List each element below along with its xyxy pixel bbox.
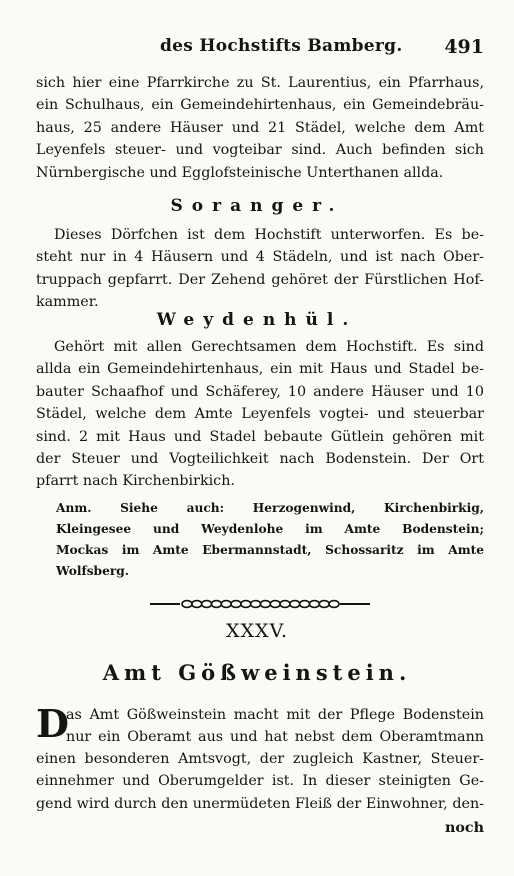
section-paragraph-soranger (36, 224, 484, 314)
text-line: sich hier eine Pfarrkirche zu St. Laurentius, ein Pfarrhaus, (36, 75, 484, 91)
text-line: einen besonderen Amtsvogt, der zugleich Kastner, Steuer- (36, 751, 484, 767)
text-line: ein Schulhaus, ein Gemeindehirtenhaus, ein Gemeindebräu- (36, 97, 484, 114)
text-line: einnehmer und Oberumgelder ist. In dieser steinigten Ge- (36, 773, 484, 790)
text-line: gend wird durch den unermüdeten Fleiß der Einwohner, den- (36, 795, 484, 812)
ornament-loop (231, 601, 241, 608)
ornament-loop (280, 601, 290, 608)
ornament-loop (192, 601, 202, 608)
ornamental-rule (150, 597, 370, 611)
text-line: der Steuer und Vogteilichkeit nach Bodenstein. Der Ort (36, 451, 484, 468)
running-title: des Hochstifts Bamberg. (160, 36, 403, 56)
ornament-loop (260, 601, 270, 608)
page-number: 491 (444, 36, 484, 58)
ornament-loop (270, 601, 280, 608)
ornament-loop (182, 601, 192, 608)
text-line: bauter Schaafhof und Schäferey, 10 andere Häuser und 10 (36, 383, 484, 400)
note-line: Kleingesee und Weydenlohe im Amte Bodenstein; (56, 522, 484, 536)
section-heading-soranger: Soranger. (170, 196, 344, 216)
text-line: Städel, welche dem Amte Leyenfels vogtei- und steuerbar (36, 406, 484, 423)
text-line: Dieses Dörfchen ist dem Hochstift unterworfen. Es be- (54, 227, 484, 243)
ornament-loop (309, 601, 319, 608)
catchword: noch (444, 820, 484, 836)
text-line: Leyenfels steuer- und vogteibar sind. Auch befinden sich (36, 142, 484, 159)
ornament-loop (221, 601, 231, 608)
note-line: Anm. Siehe auch: Herzogenwind, Kirchenbirkig, (56, 501, 484, 515)
section-heading-weydenhuel: Weydenhül. (156, 310, 358, 330)
ornament-loop (211, 601, 221, 608)
text-line: sind. 2 mit Haus und Stadel bebaute Gütlein gehören mit (36, 428, 484, 445)
note-line: Wolfsberg. (56, 564, 130, 578)
text-line: haus, 25 andere Häuser und 21 Städel, welche dem Amt (36, 119, 484, 136)
ornament-loop (202, 601, 212, 608)
intro-paragraph (36, 72, 484, 184)
drop-cap-initial: D (36, 701, 69, 746)
ornament-loop (241, 601, 251, 608)
page-header (36, 36, 484, 64)
text-line: truppach gepfarrt. Der Zehend gehöret der Fürstlichen Hof- (36, 271, 484, 288)
text-line: pfarrt nach Kirchenbirkich. (36, 473, 235, 490)
chapter-paragraph (36, 748, 484, 815)
ornament-loop (319, 601, 329, 608)
section-paragraph-weydenhuel (36, 336, 484, 493)
ornament-loop (290, 601, 300, 608)
text-line: steht nur in 4 Häusern und 4 Städeln, und ist nach Ober- (36, 249, 484, 266)
ornament-loop (300, 601, 310, 608)
ornament-loop (251, 601, 261, 608)
chapter-number: XXXV. (225, 620, 289, 642)
note-line: Mockas im Amte Ebermannstadt, Schossaritz im Amte (56, 543, 484, 557)
chapter-title: Amt Gößweinstein. (102, 660, 412, 685)
chapter-paragraph-start (66, 704, 484, 749)
text-line: Gehört mit allen Gerechtsamen dem Hochstift. Es sind (54, 339, 484, 355)
text-line: Nürnbergische und Egglofsteinische Unterthanen allda. (36, 164, 444, 181)
text-line: allda ein Gemeindehirtenhaus, ein mit Haus und Stadel be- (36, 361, 484, 378)
text-line: nur ein Oberamt aus und hat nebst dem Oberamtmann (66, 729, 484, 746)
annotation-note (56, 498, 484, 582)
ornament-loop (329, 601, 339, 608)
text-line: as Amt Gößweinstein macht mit der Pflege Bodenstein (66, 707, 484, 723)
text-line: kammer. (36, 294, 99, 311)
